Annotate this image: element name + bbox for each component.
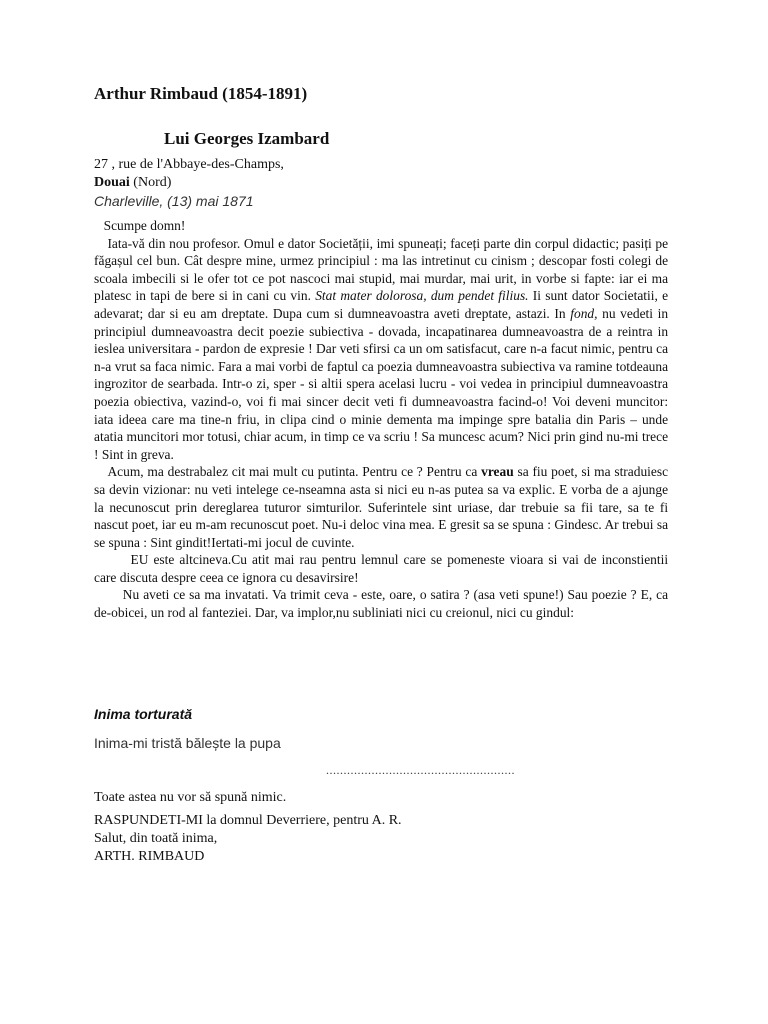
salute-line: Salut, din toată inima, bbox=[94, 831, 218, 846]
paragraph-2-part-b: sa fiu poet, si ma straduiesc sa devin vizionar: nu veti intelege ce-nseamna asta si nici eu n-as putea sa va explic. E vorba de a ajunge la necunoscut prin dereglarea tuturor simturilor. Suferintele sint uriase, dar trebuie sa fii tare, sa te fi nascut poet, iar eu m-am recunoscut poet. Nu-i deloc vina mea. E gresit sa se spuna : Gindesc. Ar trebui sa se spuna : Sint gindit!Iertati-mi jocul de cuvinte. bbox=[94, 465, 669, 551]
poem-title: Inima torturată bbox=[94, 706, 193, 722]
paragraph-2-part-a: Acum, ma destrabalez cit mai mult cu putinta. Pentru ce ? Pentru ca bbox=[107, 465, 482, 481]
poem-ellipsis: ...................................................... bbox=[326, 763, 515, 777]
paragraph-1 bbox=[94, 236, 668, 465]
paragraph-1-part-a: Iata-vă din nou profesor. Omul e dator Societății, imi spuneați; faceți parte din corpul didactic; pasiți pe făgașul cel bun. Cât despre mine, urmez principiul : ma las intretinut cu cinism ; descopar fosti colegi de scoala imbecili si le ofer tot ce pot nascoci mai stupid, mai murdar, mai urit, in vorbe si fapte: iar ei ma platesc in tapi de bere si in cani cu vin. bbox=[94, 236, 669, 305]
fond-emphasis: fond, bbox=[570, 306, 598, 322]
paragraph-3: EU este altcineva.Cu atit mai rau pentru lemnul care se pomeneste vioara si vai de inconstientii care discuta despre ceea ce ignora cu desavirsire! bbox=[94, 553, 669, 586]
paragraph-1-part-b: Ii sunt dator Societatii, e adevarat; dar si eu am dreptate. Dupa cum si dumneavoastra aveti dreptate, astazi. In bbox=[94, 289, 669, 322]
closing-note: Toate astea nu vor să spună nimic. bbox=[94, 790, 287, 805]
signature-block bbox=[94, 812, 669, 866]
vreau-emphasis: vreau bbox=[481, 465, 514, 481]
paragraph-2 bbox=[94, 464, 668, 552]
paragraph-4: Nu aveti ce sa ma invatati. Va trimit ceva - este, oare, o satira ? (asa veti spune!) Sau poezie ? E, ca de-obicei, un rod al fanteziei. Dar, va implor,nu subliniati nici cu creionul, nici cu gindul: bbox=[94, 588, 669, 622]
letter-body bbox=[94, 218, 668, 623]
reply-line: RASPUNDETI-MI la domnul Deverriere, pentru A. R. bbox=[94, 813, 402, 828]
paragraph-1-part-c: nu vedeti in principiul dumneavoastra decit poezie subiectiva - dovada, incapatinarea dumneavoastra de a reintra in ieslea universitara - pardon de expresie ! Dar veti sfirsi ca un om satisfacut, care n-a facut nimic, pentru ca n-a vrut sa faca nimic. Fara a mai vorbi de faptul ca poezia dumneavoastra subiectiva va ramine totdeauna ingrozitor de searbada. Intr-o zi, sper - si altii spera acelasi lucru - voi vedea in principiul dumneavoastra poezia obiectiva, vazind-o, voi fi mai sincer decit veti fi dumneavoastra facind-o! Voi deveni muncitor: iata ideea care ma tine-n friu, in clipa cind o minie dementa ma impinge spre batalia din Paris – unde atatia muncitori mor totusi, chiar acum, in timp ce va scriu ! Sa muncesc acum? Nici prin gind nu-mi trece ! Sint in greva. bbox=[94, 306, 669, 463]
address-city: Douai bbox=[94, 175, 130, 190]
address-city-line bbox=[94, 174, 669, 192]
recipient-heading: Lui Georges Izambard bbox=[164, 129, 330, 148]
author-heading: Arthur Rimbaud (1854-1891) bbox=[94, 84, 308, 103]
greeting: Scumpe domn! bbox=[103, 219, 186, 234]
latin-quote: Stat mater dolorosa, dum pendet filius. bbox=[315, 289, 529, 305]
address-city-note: (Nord) bbox=[129, 175, 172, 190]
address-block bbox=[94, 156, 669, 210]
place-date: Charleville, (13) mai 1871 bbox=[94, 193, 254, 209]
signature: ARTH. RIMBAUD bbox=[94, 849, 205, 864]
address-street: 27 , rue de l'Abbaye-des-Champs, bbox=[94, 157, 284, 172]
poem-first-line: Inima-mi tristă bălește la pupa bbox=[94, 735, 281, 751]
